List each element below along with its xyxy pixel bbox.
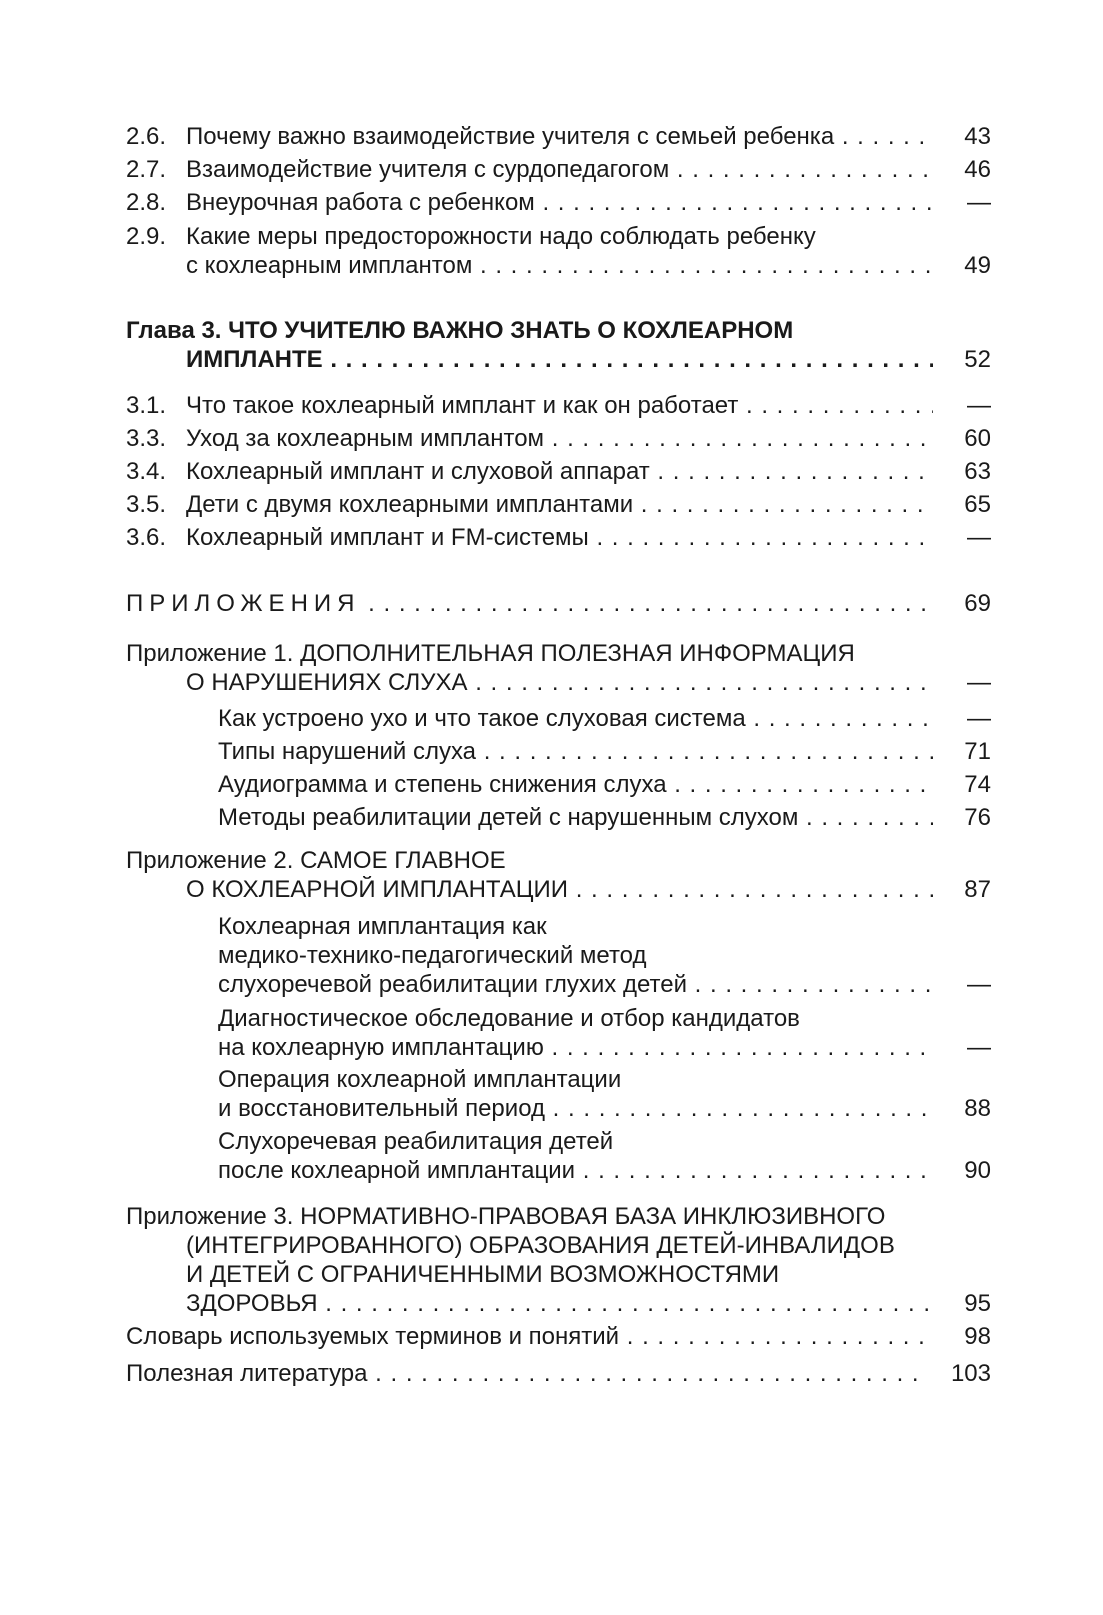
toc-number: 2.7. <box>126 156 167 183</box>
toc-page-number: — <box>961 189 991 217</box>
toc-title: Как устроено ухо и что такое слуховая система . . . <box>218 705 933 733</box>
toc-page-number: — <box>961 971 991 999</box>
toc-title: Типы нарушений слуха . . . <box>218 738 933 766</box>
toc-subentry[interactable] <box>0 804 1103 834</box>
toc-page-number: — <box>961 669 991 697</box>
toc-entry-3-1[interactable] <box>0 392 1103 422</box>
toc-page-number: 49 <box>958 252 991 280</box>
toc-appendix-1-cont[interactable] <box>0 669 1103 699</box>
toc-page-number: 76 <box>958 804 991 832</box>
toc-title: Какие меры предосторожности надо соблюдать ребенку <box>186 223 816 250</box>
toc-subentry[interactable] <box>0 1128 1103 1158</box>
toc-appendix-2-cont[interactable] <box>0 876 1103 906</box>
appendix-title: (ИНТЕГРИРОВАННОГО) ОБРАЗОВАНИЯ ДЕТЕЙ-ИНВАЛИДОВ <box>186 1232 895 1259</box>
toc-page-number: — <box>961 524 991 552</box>
toc-chapter-3-cont[interactable] <box>0 346 1103 376</box>
toc-title: Взаимодействие учителя с сурдопедагогом . . . <box>186 156 933 184</box>
toc-title: медико-технико-педагогический метод <box>218 942 647 969</box>
toc-title: Почему важно взаимодействие учителя с семьей ребенка . . . <box>186 123 933 151</box>
toc-entry-3-3[interactable] <box>0 425 1103 455</box>
toc-subentry[interactable] <box>0 1095 1103 1125</box>
toc-page-number: 52 <box>958 346 991 374</box>
toc-title: и восстановительный период . . . <box>218 1095 933 1123</box>
toc-page-number: 74 <box>958 771 991 799</box>
appendix-title: О НАРУШЕНИЯХ СЛУХА . . . <box>186 669 933 697</box>
toc-appendix-3[interactable] <box>0 1203 1103 1233</box>
toc-number: 3.3. <box>126 425 167 452</box>
toc-title: Уход за кохлеарным имплантом . . . <box>186 425 933 453</box>
toc-entry-2-9[interactable] <box>0 223 1103 253</box>
toc-glossary[interactable] <box>0 1323 1103 1353</box>
toc-page-number: 71 <box>958 738 991 766</box>
toc-appendix-1[interactable] <box>0 640 1103 670</box>
toc-subentry[interactable] <box>0 738 1103 768</box>
toc-title: Полезная литература . . . <box>126 1360 923 1388</box>
toc-appendices[interactable] <box>0 590 1103 620</box>
chapter-title: ИМПЛАНТЕ . . . <box>186 346 933 374</box>
toc-page-number: 46 <box>958 156 991 184</box>
toc-title: Слухоречевая реабилитация детей <box>218 1128 614 1155</box>
toc-title: Словарь используемых терминов и понятий . . . <box>126 1323 933 1351</box>
toc-number: 2.6. <box>126 123 167 150</box>
toc-page-number: 98 <box>958 1323 991 1351</box>
toc-number: 3.4. <box>126 458 167 485</box>
toc-title: Кохлеарный имплант и FM-системы . . . <box>186 524 933 552</box>
toc-title: Внеурочная работа с ребенком . . . <box>186 189 933 217</box>
toc-page-number: 88 <box>958 1095 991 1123</box>
toc-subentry[interactable] <box>0 1034 1103 1064</box>
toc-subentry[interactable] <box>0 705 1103 735</box>
toc-page-number: 87 <box>958 876 991 904</box>
toc-title: Кохлеарная имплантация как <box>218 913 547 940</box>
toc-number: 2.9. <box>126 223 167 250</box>
toc-subentry[interactable] <box>0 913 1103 943</box>
toc-title: на кохлеарную имплантацию . . . <box>218 1034 933 1062</box>
toc-number: 3.5. <box>126 491 167 518</box>
appendices-heading: ПРИЛОЖЕНИЯ . . . <box>126 590 933 618</box>
appendix-title: Приложение 2. САМОЕ ГЛАВНОЕ <box>126 847 506 874</box>
appendix-title: О КОХЛЕАРНОЙ ИМПЛАНТАЦИИ . . . <box>186 876 933 904</box>
chapter-title: Глава 3. ЧТО УЧИТЕЛЮ ВАЖНО ЗНАТЬ О КОХЛЕАРНОМ <box>126 317 794 344</box>
toc-chapter-3[interactable] <box>0 317 1103 347</box>
toc-title: после кохлеарной имплантации . . . <box>218 1157 933 1185</box>
appendix-title: ЗДОРОВЬЯ . . . <box>186 1290 933 1318</box>
toc-page-number: 43 <box>958 123 991 151</box>
toc-appendix-2[interactable] <box>0 847 1103 877</box>
toc-page-number: 60 <box>958 425 991 453</box>
toc-page-number: 65 <box>958 491 991 519</box>
toc-subentry[interactable] <box>0 1157 1103 1187</box>
toc-subentry[interactable] <box>0 771 1103 801</box>
toc-title: Кохлеарный имплант и слуховой аппарат . . . <box>186 458 933 486</box>
appendix-title: Приложение 1. ДОПОЛНИТЕЛЬНАЯ ПОЛЕЗНАЯ ИНФОРМАЦИЯ <box>126 640 855 667</box>
toc-page-number: 90 <box>958 1157 991 1185</box>
toc-number: 2.8. <box>126 189 167 216</box>
toc-title: Дети с двумя кохлеарными имплантами . . . <box>186 491 933 519</box>
toc-number: 3.6. <box>126 524 167 551</box>
toc-title: Аудиограмма и степень снижения слуха . . . <box>218 771 933 799</box>
toc-subentry[interactable] <box>0 1005 1103 1035</box>
toc-title: Что такое кохлеарный имплант и как он работает . . . <box>186 392 933 420</box>
toc-title: Методы реабилитации детей с нарушенным слухом . . . <box>218 804 933 832</box>
toc-page-number: — <box>961 705 991 733</box>
toc-appendix-3-cont[interactable] <box>0 1232 1103 1262</box>
toc-title: Диагностическое обследование и отбор кандидатов <box>218 1005 800 1032</box>
toc-subentry[interactable] <box>0 971 1103 1001</box>
toc-title: Операция кохлеарной имплантации <box>218 1066 622 1093</box>
toc-entry-3-5[interactable] <box>0 491 1103 521</box>
toc-title: с кохлеарным имплантом . . . <box>186 252 933 280</box>
toc-subentry[interactable] <box>0 1066 1103 1096</box>
toc-entry-3-6[interactable] <box>0 524 1103 554</box>
toc-page-number: 95 <box>958 1290 991 1318</box>
toc-entry-2-9-cont[interactable] <box>0 252 1103 282</box>
toc-entry-2-8[interactable] <box>0 189 1103 219</box>
toc-page-number: 103 <box>945 1360 991 1388</box>
toc-literature[interactable] <box>0 1360 1103 1390</box>
toc-page-number: 63 <box>958 458 991 486</box>
toc-page-number: — <box>961 1034 991 1062</box>
toc-number: 3.1. <box>126 392 167 419</box>
toc-page-number: 69 <box>958 590 991 618</box>
appendix-title: И ДЕТЕЙ С ОГРАНИЧЕННЫМИ ВОЗМОЖНОСТЯМИ <box>186 1261 780 1288</box>
toc-entry-3-4[interactable] <box>0 458 1103 488</box>
toc-subentry[interactable] <box>0 942 1103 972</box>
toc-entry-2-7[interactable] <box>0 156 1103 186</box>
toc-entry-2-6[interactable] <box>0 123 1103 153</box>
toc-appendix-3-cont[interactable] <box>0 1290 1103 1320</box>
appendix-title: Приложение 3. НОРМАТИВНО-ПРАВОВАЯ БАЗА ИНКЛЮЗИВНОГО <box>126 1203 886 1230</box>
toc-title: слухоречевой реабилитации глухих детей . . . <box>218 971 933 999</box>
toc-page-number: — <box>961 392 991 420</box>
toc-appendix-3-cont[interactable] <box>0 1261 1103 1291</box>
